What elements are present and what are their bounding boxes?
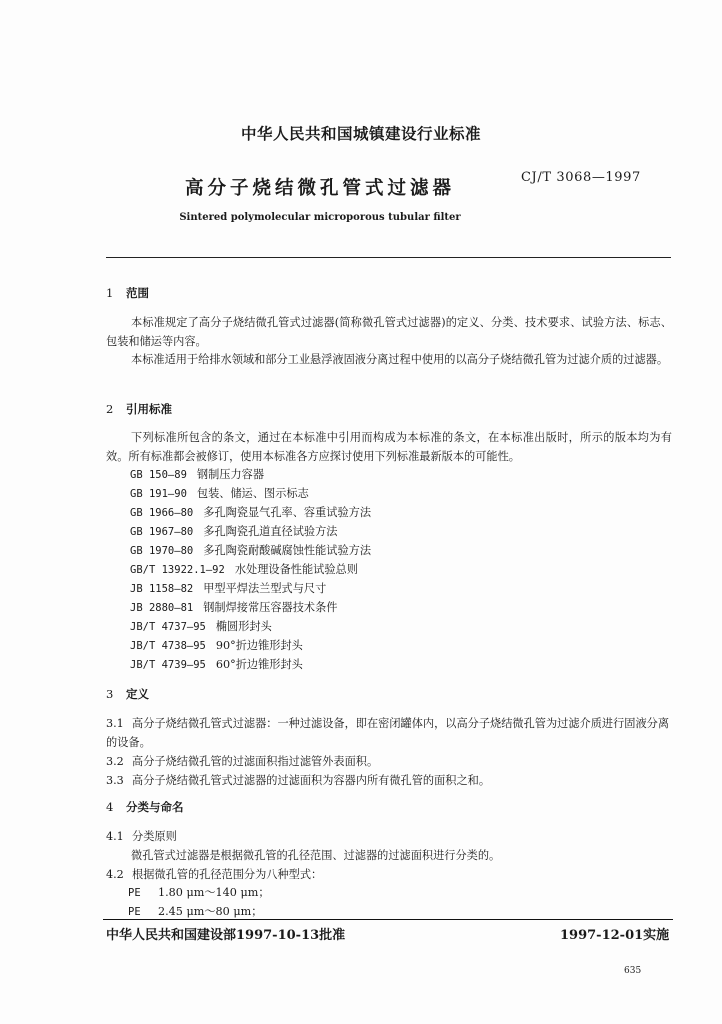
reference-item: GB 1967—80 多孔陶瓷孔道直径试验方法 <box>130 525 338 538</box>
reference-item: GB 1966—80 多孔陶瓷显气孔率、容重试验方法 <box>130 506 372 519</box>
clause-4-1: 4.1 分类原则 <box>106 830 177 843</box>
reference-item: GB 150—89 钢制压力容器 <box>130 468 265 481</box>
standard-organization: 中华人民共和国城镇建设行业标准 <box>240 124 481 143</box>
effective-date: 1997-12-01实施 <box>560 928 670 943</box>
clause-4-2: 4.2 根据微孔管的孔径范围分为八种型式： <box>106 868 323 881</box>
reference-item: JB/T 4739—95 60°折边锥形封头 <box>130 658 303 671</box>
reference-item: JB/T 4737—95 椭圆形封头 <box>130 620 272 633</box>
scope-paragraph-1: 本标准规定了高分子烧结微孔管式过滤器(简称微孔管式过滤器)的定义、分类、技术要求、试验方法、标志、包装和储运等内容。 <box>106 316 672 348</box>
definition-3-3: 3.3 高分子烧结微孔管式过滤器的过滤面积为容器内所有微孔管的面积之和。 <box>106 774 491 787</box>
reference-item: GB 1970—80 多孔陶瓷耐酸碱腐蚀性能试验方法 <box>130 544 372 557</box>
page-number: 635 <box>624 966 642 976</box>
definition-3-2: 3.2 高分子烧结微孔管的过滤面积指过滤管外表面积。 <box>106 755 379 768</box>
approval-issuer: 中华人民共和国建设部1997-10-13批准 <box>106 928 346 943</box>
footer-divider <box>103 919 673 920</box>
clause-4-1-text: 微孔管式过滤器是根据微孔管的孔径范围、过滤器的过滤面积进行分类的。 <box>131 849 501 862</box>
english-title: Sintered polymolecular microporous tubular filter <box>179 212 461 223</box>
page-title: 高分子烧结微孔管式过滤器 <box>184 178 455 199</box>
definition-3-1: 3.1 高分子烧结微孔管式过滤器：一种过滤设备，即在密闭罐体内，以高分子烧结微孔管为过滤介质进行固液分离的设备。 <box>106 717 670 749</box>
section-heading-definitions: 3 定义 <box>106 687 149 701</box>
reference-item: JB/T 4738—95 90°折边锥形封头 <box>130 639 303 652</box>
section-heading-references: 2 引用标准 <box>106 402 172 416</box>
section-heading-scope: 1 范围 <box>106 286 149 300</box>
reference-item: JB 2880—81 钢制焊接常压容器技术条件 <box>130 601 338 614</box>
header-divider <box>106 257 671 258</box>
reference-item: GB/T 13922.1—92 水处理设备性能试验总则 <box>130 563 358 576</box>
references-paragraph: 下列标准所包含的条文，通过在本标准中引用而构成为本标准的条文，在本标准出版时，所示的版本均为有效。所有标准都会被修订，使用本标准各方应探讨使用下列标准最新版本的可能性。 <box>106 431 672 463</box>
type-item: PE 2.45 μm～80 μm； <box>128 905 263 918</box>
scope-paragraph-2: 本标准适用于给排水领域和部分工业悬浮液固液分离过程中使用的以高分子烧结微孔管为过滤介质的过滤器。 <box>131 353 669 366</box>
standard-code: CJ/T 3068—1997 <box>521 170 641 185</box>
reference-item: JB 1158—82 甲型平焊法兰型式与尺寸 <box>130 582 327 595</box>
reference-item: GB 191—90 包装、储运、图示标志 <box>130 487 309 500</box>
section-heading-classification: 4 分类与命名 <box>106 800 184 814</box>
type-item: PE 1.80 μm～140 μm； <box>128 886 270 899</box>
